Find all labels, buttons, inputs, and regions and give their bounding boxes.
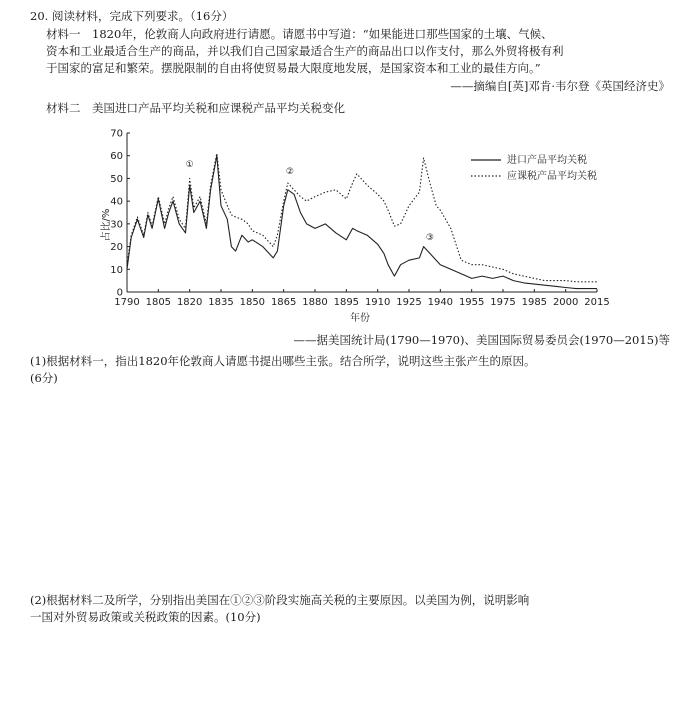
y-tick-label: 30 bbox=[110, 219, 123, 231]
annotation-marker-2: ② bbox=[285, 166, 294, 177]
annotation-layer bbox=[186, 160, 434, 243]
material2-source: ——据美国统计局(1790—1970)、美国国际贸易委员会(1970—2015)等 bbox=[293, 333, 670, 347]
x-tick-label: 1985 bbox=[521, 297, 548, 308]
x-axis-label: 年份 bbox=[350, 313, 370, 324]
x-tick-label: 2015 bbox=[584, 297, 610, 308]
q2-line2: 一国对外贸易政策或关税政策的因素。(10分) bbox=[30, 610, 261, 624]
x-tick-label: 1925 bbox=[396, 297, 422, 308]
x-tick-label: 1865 bbox=[270, 297, 297, 308]
material1-line1: 材料一 1820年，伦敦商人向政府进行请愿。请愿书中写道：“如果能进口那些国家的土壤、气候、 bbox=[46, 27, 553, 41]
material1-line3: 于国家的富足和繁荣。摆脱限制的自由将使贸易最大限度地发展，是国家资本和工业的最佳方向。” bbox=[46, 61, 541, 75]
x-tick-label: 1820 bbox=[176, 297, 203, 308]
x-tick-label: 1910 bbox=[364, 297, 391, 308]
y-tick-label: 40 bbox=[110, 196, 123, 208]
y-axis-label: 占比/% bbox=[101, 208, 112, 242]
annotation-marker-3: ③ bbox=[425, 232, 434, 243]
q1-line1: (1)根据材料一，指出1820年伦敦商人请愿书提出哪些主张。结合所学，说明这些主张产生的原因。 bbox=[30, 354, 536, 368]
material2-title: 材料二 美国进口产品平均关税和应课税产品平均关税变化 bbox=[46, 101, 345, 115]
annotation-marker-1: ① bbox=[185, 160, 194, 171]
y-tick-label: 20 bbox=[110, 242, 123, 254]
y-tick-label: 50 bbox=[110, 173, 123, 185]
y-tick-label: 70 bbox=[110, 128, 123, 140]
x-tick-label: 2000 bbox=[552, 297, 579, 308]
question-header: 20. 阅读材料，完成下列要求。（16分） bbox=[30, 9, 234, 23]
legend bbox=[471, 153, 597, 182]
legend-label-import: 进口产品平均关税 bbox=[507, 155, 587, 166]
x-tick-label: 1835 bbox=[208, 297, 234, 308]
x-tick-label: 1805 bbox=[145, 297, 172, 308]
x-tick-label: 1955 bbox=[458, 297, 485, 308]
q2-line1: (2)根据材料二及所学，分别指出美国在①②③阶段实施高关税的主要原因。以美国为例，说明影响 bbox=[30, 593, 530, 607]
y-tick-label: 0 bbox=[116, 287, 123, 299]
y-tick-label: 60 bbox=[110, 151, 123, 163]
x-axis bbox=[114, 289, 609, 308]
x-tick-label: 1880 bbox=[302, 297, 328, 308]
x-tick-label: 1850 bbox=[239, 297, 266, 308]
legend-label-dutiable: 应课税产品平均关税 bbox=[507, 171, 597, 182]
x-tick-label: 1790 bbox=[114, 297, 140, 308]
material1-source: ——摘编自[英]邓肯·韦尔登《英国经济史》 bbox=[450, 79, 670, 93]
q1-line2: (6分) bbox=[30, 371, 58, 385]
y-axis bbox=[110, 129, 130, 299]
x-tick-label: 1940 bbox=[427, 297, 454, 308]
x-tick-label: 1895 bbox=[333, 297, 360, 308]
x-tick-label: 1975 bbox=[490, 297, 516, 308]
tariff-chart bbox=[95, 125, 625, 325]
material1-line2: 资本和工业最适合生产的商品，并以我们自己国家最适合生产的商品出口以作支付，那么外贸将极有利 bbox=[46, 44, 564, 58]
y-tick-label: 10 bbox=[110, 264, 123, 276]
